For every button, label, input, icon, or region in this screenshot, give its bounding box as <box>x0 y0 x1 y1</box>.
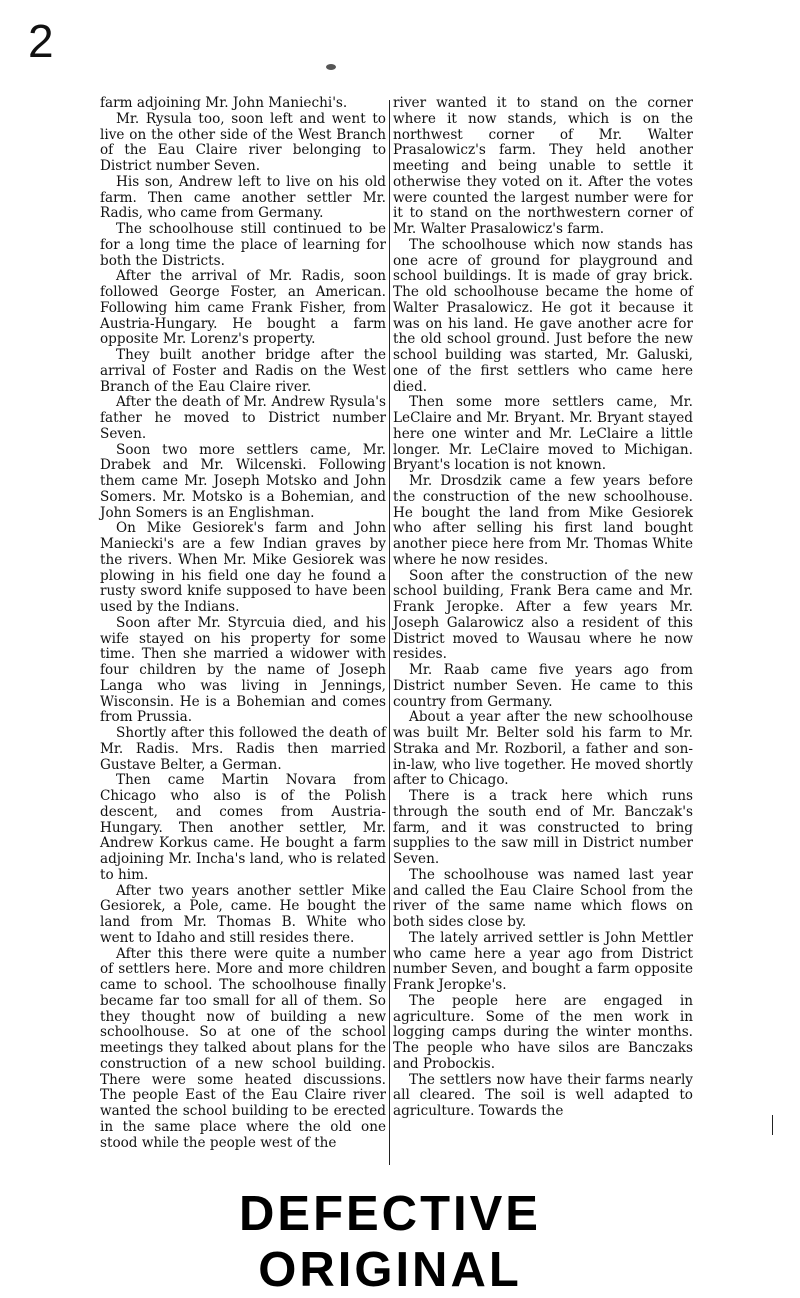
paragraph: After the death of Mr. Andrew Rysula's father he moved to District number Seven. <box>100 394 386 442</box>
paragraph: There is a track here which runs through the south end of Mr. Banczak's farm, and it was constructed to bring supplies to the saw mill in District number Seven. <box>393 788 693 867</box>
paragraph: The lately arrived settler is John Mettler who came here a year ago from District number Seven, and bought a farm opposite Frank Jeropke's. <box>393 929 693 993</box>
paragraph: After this there were quite a number of settlers here. More and more children came to school. The schoolhouse finally became far too small for all of them. So they thought now of building a new schoolhouse. So at one of the school meetings they talked about plans for the construction of a new school building. There were some heated discussions. The people East of the Eau Claire river wanted the school building to be erected in the same place where the old one stood while the people west of the <box>100 945 386 1151</box>
paragraph: The people here are engaged in agriculture. Some of the men work in logging camps during the winter months. The people who have silos are Banczaks and Probockis. <box>393 992 693 1072</box>
paragraph: On Mike Gesiorek's farm and John Maniecki's are a few Indian graves by the rivers. When Mr. Mike Gesiorek was plowing in his field one day he found a rusty sword knife supposed to have been used by the Indians. <box>100 520 386 615</box>
paragraph: farm adjoining Mr. John Maniechi's. <box>100 95 348 111</box>
left-column <box>100 96 386 1151</box>
paragraph: Soon two more settlers came, Mr. Drabek and Mr. Wilcenski. Following them came Mr. Joseph Motsko and John Somers. Mr. Motsko is a Bohemian, and John Somers is an Englishman. <box>100 441 386 521</box>
paragraph: The schoolhouse which now stands has one acre of ground for playground and school buildings. It is made of gray brick. The old schoolhouse became the home of Walter Prasalowicz. He got it because it was on his land. He gave another acre for the old school ground. Just before the new school building was started, Mr. Galuski, one of the first settlers who came here died. <box>393 236 693 395</box>
paragraph: Mr. Rysula too, soon left and went to live on the other side of the West Branch of the Eau Claire river belonging to District number Seven. <box>100 110 386 174</box>
paragraph: Mr. Raab came five years ago from District number Seven. He came to this country from Germany. <box>393 662 693 710</box>
paragraph: The schoolhouse still continued to be for a long time the place of learning for both the Districts. <box>100 221 386 269</box>
paragraph: Then came Martin Novara from Chicago who also is of the Polish descent, and comes from Austria-Hungary. Then another settler, Mr. Andrew Korkus came. He bought a farm adjoining Mr. Incha's land, who is related to him. <box>100 772 386 883</box>
edge-rule <box>772 1115 773 1135</box>
paragraph: His son, Andrew left to live on his old farm. Then came another settler Mr. Radis, who came from Germany. <box>100 173 386 222</box>
paragraph: About a year after the new schoolhouse was built Mr. Belter sold his farm to Mr. Straka and Mr. Rozboril, a father and son-in-law, who live together. He moved shortly after to Chicago. <box>393 709 693 789</box>
paragraph: Shortly after this followed the death of Mr. Radis. Mrs. Radis then married Gustave Belter, a German. <box>100 725 386 773</box>
paragraph: Then some more settlers came, Mr. LeClaire and Mr. Bryant. Mr. Bryant stayed here one winter and Mr. LeClaire a little longer. Mr. LeClaire moved to Michigan. Bryant's location is not known. <box>393 394 693 474</box>
paragraph: river wanted it to stand on the corner where it now stands, which is on the northwest corner of Mr. Walter Prasalowicz's farm. They held another meeting and being unable to settle it otherwise they voted on it. After the votes were counted the largest number were for it to stand on the northwestern corner of Mr. Walter Prasalowicz's farm. <box>393 95 693 237</box>
paragraph: Mr. Drosdzik came a few years before the construction of the new schoolhouse. He bought the land from Mike Gesiorek who after selling his first land bought another piece here from Mr. Thomas White where he now resides. <box>393 473 693 568</box>
column-divider <box>389 100 390 1165</box>
paragraph: Soon after Mr. Styrcuia died, and his wife stayed on his property for some time. Then she married a widower with four children by the name of Joseph Langa who was living in Jennings, Wisconsin. He is a Bohemian and comes from Prussia. <box>100 614 386 726</box>
paragraph: They built another bridge after the arrival of Foster and Radis on the West Branch of the Eau Claire river. <box>100 347 386 395</box>
paragraph: The schoolhouse was named last year and called the Eau Claire School from the river of the same name which flows on both sides close by. <box>393 866 693 930</box>
right-column <box>393 96 693 1120</box>
paragraph: After the arrival of Mr. Radis, soon followed George Foster, an American. Following him came Frank Fisher, from Austria-Hungary. He bought a farm opposite Mr. Lorenz's property. <box>100 268 386 348</box>
paragraph: After two years another settler Mike Gesiorek, a Pole, came. He bought the land from Mr. Thomas B. White who went to Idaho and still resides there. <box>100 882 386 946</box>
page-number: 2 <box>28 15 54 67</box>
paragraph: The settlers now have their farms nearly all cleared. The soil is well adapted to agriculture. Towards the <box>393 1071 693 1119</box>
defective-original-stamp: DEFECTIVE ORIGINAL <box>239 1187 541 1297</box>
ink-smudge <box>326 64 336 70</box>
paragraph: Soon after the construction of the new school building, Frank Bera came and Mr. Frank Jeropke. After a few years Mr. Joseph Galarowicz also a resident of this District moved to Wausau where he now resides. <box>393 567 693 663</box>
